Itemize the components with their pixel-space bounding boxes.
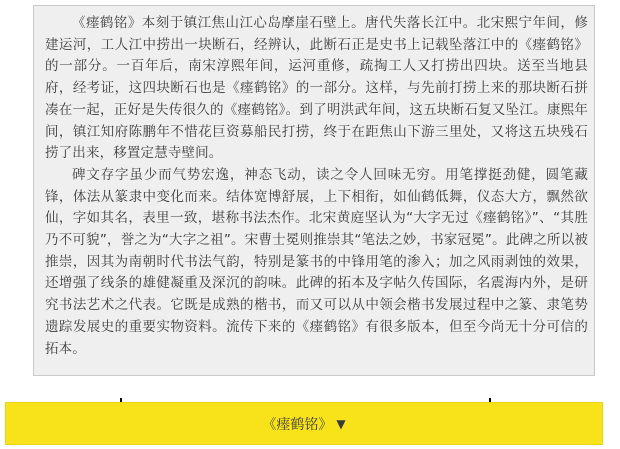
article-text-box	[33, 5, 595, 376]
caption-label: 《瘗鹤铭》	[262, 416, 333, 433]
article-paragraph-1: 《瘗鹤铭》本刻于镇江焦山江心岛摩崖石壁上。唐代失落长江中。北宋熙宁年间，修建运河，工人江中捞出一块断石，经辨认，此断石正是史书上记载坠落江中的《瘗鹤铭》的一部分。一百年后，南宋淳熙年间，运河重修，疏掏工人又打捞出四块。送至当地县府，经考证，这四块断石也是《瘗鹤铭》的一部分。这样，与先前打捞上来的那块断石拼凑在一起，正好是失传很久的《瘗鹤铭》。到了明洪武年间，这五块断石复又坠江。康熙年间，镇江知府陈鹏年不惜花巨资募船民打捞，终于在距焦山下游三里处，又将这五块残石捞了出来，移置定慧寺壁间。	[45, 15, 588, 162]
caption-bar	[5, 402, 603, 445]
article-paragraph-2: 碑文存字虽少而气势宏逸，神态飞动，读之令人回味无穷。用笔撑挺劲健，圆笔藏锋，体法从篆隶中变化而来。结体宽博舒展，上下相衔，如仙鹤低舞，仪态大方，飘然欲仙，字如其名，表里一致，堪称书法杰作。北宋黄庭坚认为“大字无过《瘗鹤铭》”、“其胜乃不可貌”，誉之为“大字之祖”。宋曹士冕则推崇其“笔法之妙，书家冠冕”。此碑之所以被推崇，因其为南朝时代书法气韵，特别是篆书的中锋用笔的渗入；加之风雨剥蚀的效果，还增强了线条的雄健凝重及深沉的韵味。此碑的拓本及字帖久传国际，名震海内外，是研究书法艺术之代表。它既是成熟的楷书，而又可以从中领会楷书发展过程中之篆、隶笔势遗踪发展史的重要实物资料。流传下来的《瘗鹤铭》有很多版本，但至今尚无十分可信的拓本。	[45, 166, 588, 357]
triangle-down-icon: ▼	[336, 416, 346, 431]
